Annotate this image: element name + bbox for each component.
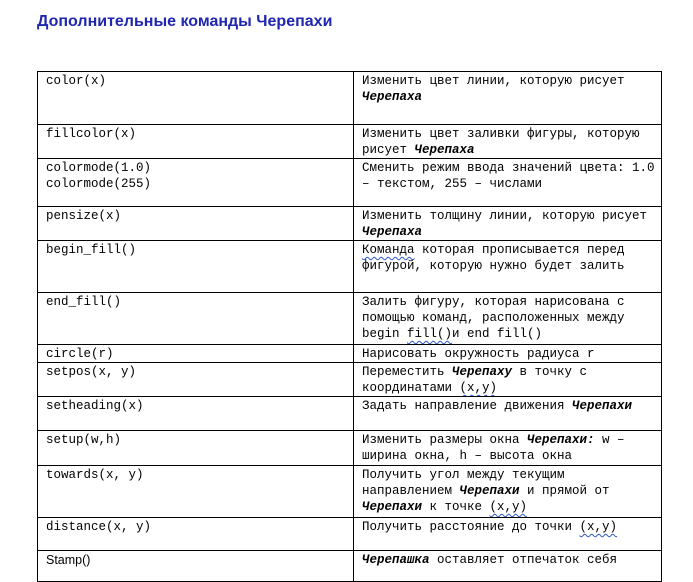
table-row bbox=[38, 345, 662, 363]
description-text: (x,y) bbox=[459, 381, 498, 395]
description-text: Команда bbox=[362, 243, 415, 257]
table-row bbox=[38, 397, 662, 431]
command-cell bbox=[38, 397, 354, 431]
description-text: Получить угол между текущим направлением bbox=[362, 468, 565, 498]
command-cell bbox=[38, 293, 354, 345]
description-text: Черепаха bbox=[362, 90, 423, 104]
description-cell bbox=[354, 207, 662, 241]
table-row bbox=[38, 241, 662, 293]
description-cell bbox=[354, 431, 662, 466]
description-text: (x,y) bbox=[579, 520, 618, 534]
command-cell bbox=[38, 551, 354, 582]
table-row bbox=[38, 431, 662, 466]
command-text: setpos(x, y) bbox=[46, 365, 137, 379]
description-text: Получить расстояние до точки bbox=[362, 520, 580, 534]
page-heading: Дополнительные команды Черепахи bbox=[37, 13, 333, 30]
command-text: color(x) bbox=[46, 74, 107, 88]
description-text: которая прописывается перед фигурой, которую нужно будет залить bbox=[362, 243, 625, 273]
table-row bbox=[38, 207, 662, 241]
description-text: fill() bbox=[407, 327, 453, 341]
command-text: distance(x, y) bbox=[46, 520, 152, 534]
table-row bbox=[38, 551, 662, 582]
description-cell bbox=[354, 551, 662, 582]
description-text: Изменить цвет линии, которую рисует bbox=[362, 74, 625, 88]
description-text: w – ширина окна, h – высота окна bbox=[362, 433, 625, 463]
description-text: Черепахи: bbox=[527, 433, 595, 447]
description-text: Залить фигуру, которая нарисована с помощью команд, расположенных между begin bbox=[362, 295, 625, 341]
table-row bbox=[38, 466, 662, 518]
description-text: Изменить размеры окна bbox=[362, 433, 528, 447]
description-text: и прямой от bbox=[519, 484, 610, 498]
description-text: Черепашка bbox=[362, 553, 430, 567]
table-row bbox=[38, 293, 662, 345]
table-row bbox=[38, 363, 662, 397]
description-text: оставляет отпечаток себя bbox=[429, 553, 618, 567]
command-text: towards(x, y) bbox=[46, 468, 144, 482]
command-text: setheading(x) bbox=[46, 399, 144, 413]
description-text: Черепаха bbox=[414, 143, 475, 157]
description-cell bbox=[354, 518, 662, 551]
description-cell bbox=[354, 293, 662, 345]
description-cell bbox=[354, 397, 662, 431]
table-row bbox=[38, 518, 662, 551]
command-text: pensize(x) bbox=[46, 209, 122, 223]
description-text: в точку с координатами bbox=[362, 365, 588, 395]
command-cell bbox=[38, 363, 354, 397]
description-cell bbox=[354, 125, 662, 159]
command-cell bbox=[38, 518, 354, 551]
description-text: Черепахи bbox=[459, 484, 520, 498]
description-text: и end fill() bbox=[452, 327, 543, 341]
command-cell bbox=[38, 241, 354, 293]
description-text: Задать направление движения bbox=[362, 399, 573, 413]
command-cell bbox=[38, 159, 354, 207]
description-text: (x,y) bbox=[489, 500, 528, 514]
description-text: Нарисовать окружность радиуса r bbox=[362, 347, 595, 361]
table-row bbox=[38, 125, 662, 159]
description-text: к точке bbox=[422, 500, 490, 514]
description-cell bbox=[354, 72, 662, 125]
description-text: Сменить режим ввода значений цвета: 1.0 – текстом, 255 – числами bbox=[362, 161, 655, 191]
description-cell bbox=[354, 159, 662, 207]
description-cell bbox=[354, 466, 662, 518]
command-text: fillcolor(x) bbox=[46, 127, 137, 141]
description-text: Изменить толщину линии, которую рисует bbox=[362, 209, 648, 223]
command-text: circle(r) bbox=[46, 347, 114, 361]
command-cell bbox=[38, 345, 354, 363]
command-cell bbox=[38, 431, 354, 466]
table-row bbox=[38, 159, 662, 207]
description-text: Черепахи bbox=[572, 399, 633, 413]
command-text: begin_fill() bbox=[46, 243, 137, 257]
command-cell bbox=[38, 125, 354, 159]
command-cell bbox=[38, 207, 354, 241]
command-text: setup(w,h) bbox=[46, 433, 122, 447]
description-text: Черепахи bbox=[362, 500, 423, 514]
description-text: Черепаха bbox=[362, 225, 423, 239]
command-text: Stamp() bbox=[46, 553, 91, 567]
command-text: end_fill() bbox=[46, 295, 122, 309]
description-text: Черепаху bbox=[452, 365, 513, 379]
description-cell bbox=[354, 363, 662, 397]
command-text: colormode(255) bbox=[46, 177, 152, 191]
table-row bbox=[38, 72, 662, 125]
description-text: Изменить цвет заливки фигуры, которую рисует bbox=[362, 127, 640, 157]
command-cell bbox=[38, 72, 354, 125]
description-text: Переместить bbox=[362, 365, 453, 379]
description-cell bbox=[354, 345, 662, 363]
command-text: colormode(1.0) bbox=[46, 161, 152, 175]
command-cell bbox=[38, 466, 354, 518]
description-cell bbox=[354, 241, 662, 293]
commands-table bbox=[37, 71, 662, 582]
commands-table-body bbox=[38, 72, 662, 582]
